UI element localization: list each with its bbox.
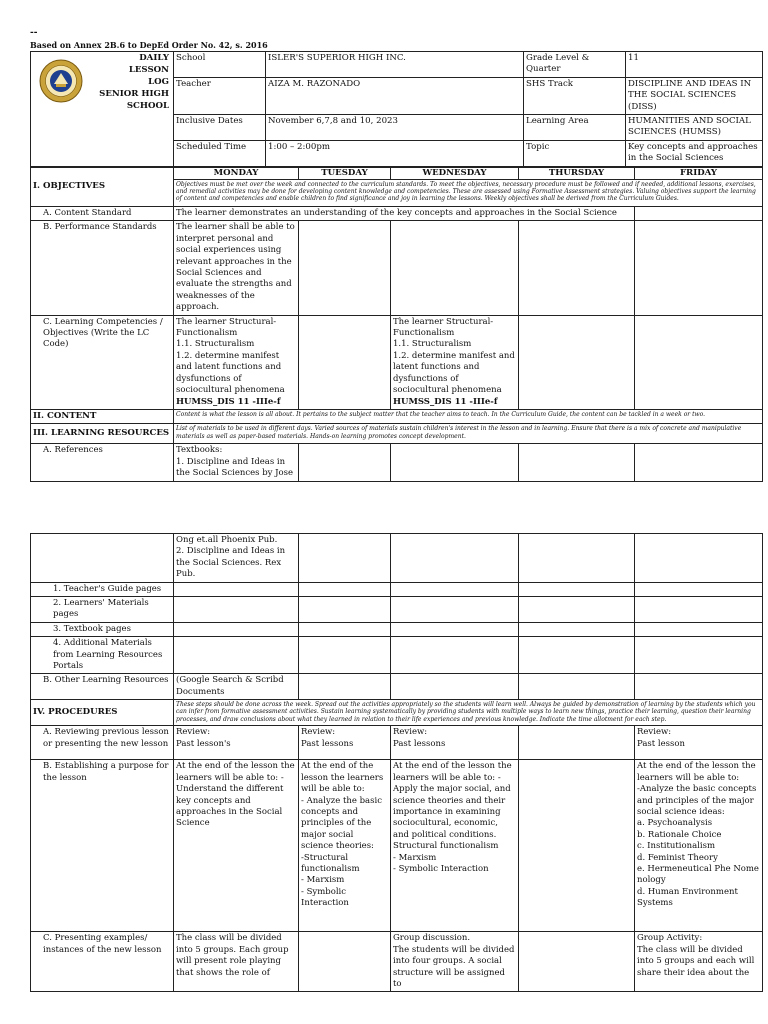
- learning-resources-heading: III. LEARNING RESOURCES: [31, 424, 174, 444]
- header-logo-cell: [31, 52, 174, 167]
- title-line: LESSON: [128, 65, 169, 75]
- content-note: Content is what the lesson is all about. It pertains to the subject matter that the teacher aims to teach. In the Curriculum Guide, the content can be tackled in a week or two.: [174, 409, 763, 423]
- title-line: SENIOR HIGH: [99, 89, 169, 99]
- empty-cell: [635, 315, 763, 409]
- empty-cell: [635, 674, 763, 700]
- empty-cell: [635, 582, 763, 596]
- empty-cell: [635, 622, 763, 636]
- day-friday: FRIDAY: [635, 168, 763, 180]
- empty-cell: [299, 622, 391, 636]
- references-label: A. References: [31, 444, 174, 481]
- procedure-c-monday: The class will be divided into 5 groups. Each group will present role playing that shows the role of: [174, 932, 299, 992]
- procedure-c-friday: Group Activity: The class will be divided into 5 groups and each will share their idea about the: [635, 932, 763, 992]
- dll-title: [99, 52, 169, 112]
- empty-cell: [519, 221, 635, 315]
- top-mark: --: [30, 28, 38, 38]
- teacher-label: Teacher: [174, 77, 266, 114]
- empty-cell: [391, 582, 519, 596]
- competencies-wednesday: [391, 315, 519, 409]
- empty-cell: [391, 637, 519, 674]
- competencies-text: The learner Structural-Functionalism 1.1. Structuralism 1.2. determine manifest and latent functions and dysfunctions of sociocultural phenomena: [176, 316, 285, 396]
- empty-cell: [519, 444, 635, 481]
- procedure-a-label: A. Reviewing previous lesson or presenting the new lesson: [31, 726, 174, 760]
- empty-cell: [519, 582, 635, 596]
- empty-cell: [391, 444, 519, 481]
- procedure-a-wednesday: Review: Past lessons: [391, 726, 519, 760]
- empty-cell: [31, 534, 174, 583]
- topic-value: Key concepts and approaches in the Social Sciences: [626, 140, 763, 166]
- empty-cell: [174, 622, 299, 636]
- empty-cell: [299, 315, 391, 409]
- grade-label: Grade Level & Quarter: [524, 52, 626, 78]
- empty-cell: [299, 674, 391, 700]
- empty-cell: [391, 534, 519, 583]
- other-resources-monday: (Google Search & Scribd Documents: [174, 674, 299, 700]
- objectives-note: Objectives must be met over the week and connected to the curriculum standards. To meet the objectives, necessary procedure must be followed and if needed, additional lessons, exercises, and remedial activities may be done for developing content knowledge and competencies. These are assessed using Formative Assessment strategies. Valuing objectives support the learning of content and competencies and enable children to find significance and joy in learning the lessons. Weekly objectives shall be derived from the Curriculum Guides.: [174, 180, 763, 207]
- empty-cell: [635, 534, 763, 583]
- area-label: Learning Area: [524, 115, 626, 141]
- time-label: Scheduled Time: [174, 140, 266, 166]
- empty-cell: [519, 637, 635, 674]
- procedure-c-wednesday: Group discussion. The students will be divided into four groups. A social structure will be assigned to: [391, 932, 519, 992]
- track-value: DISCIPLINE AND IDEAS IN THE SOCIAL SCIENCES (DISS): [626, 77, 763, 114]
- empty-cell: [174, 597, 299, 623]
- references-monday-continued: Ong et.all Phoenix Pub. 2. Discipline and Ideas in the Social Sciences. Rex Pub.: [174, 534, 299, 583]
- dates-value: November 6,7,8 and 10, 2023: [266, 115, 524, 141]
- other-resources-label: B. Other Learning Resources: [31, 674, 174, 700]
- learning-competencies-label: C. Learning Competencies / Objectives (Write the LC Code): [31, 315, 174, 409]
- objectives-heading: I. OBJECTIVES: [31, 168, 174, 207]
- day-tuesday: TUESDAY: [299, 168, 391, 180]
- school-value: ISLER'S SUPERIOR HIGH INC.: [266, 52, 524, 78]
- empty-cell: [519, 534, 635, 583]
- empty-cell: [174, 582, 299, 596]
- performance-standards-label: B. Performance Standards: [31, 221, 174, 315]
- empty-cell: [391, 597, 519, 623]
- empty-cell: [635, 637, 763, 674]
- procedure-a-friday: Review: Past lesson: [635, 726, 763, 760]
- empty-cell: [519, 726, 635, 760]
- time-value: 1:00 – 2:00pm: [266, 140, 524, 166]
- title-line: LOG: [148, 77, 169, 87]
- day-wednesday: WEDNESDAY: [391, 168, 519, 180]
- deped-order-basis: Based on Annex 2B.6 to DepEd Order No. 42, s. 2016: [30, 40, 268, 50]
- empty-cell: [391, 674, 519, 700]
- procedures-heading: IV. PROCEDURES: [31, 700, 174, 726]
- competency-code: HUMSS_DIS 11 -IIIe-f: [393, 396, 498, 407]
- empty-cell: [299, 637, 391, 674]
- grade-value: 11: [626, 52, 763, 78]
- content-heading: II. CONTENT: [31, 409, 174, 423]
- procedure-b-wednesday: At the end of the lesson the learners will be able to: -Apply the major social, and science theories and their importance in examining sociocultural, economic, and political conditions. Structural functionalism - Marxism - Symbolic Interaction: [391, 760, 519, 932]
- performance-monday: The learner shall be able to interpret personal and social experiences using relevant approaches in the Social Sciences and evaluate the strengths and weaknesses of the approach.: [174, 221, 299, 315]
- dates-label: Inclusive Dates: [174, 115, 266, 141]
- empty-cell: [174, 637, 299, 674]
- content-standard-label: A. Content Standard: [31, 207, 174, 221]
- day-thursday: THURSDAY: [519, 168, 635, 180]
- empty-cell: [635, 597, 763, 623]
- empty-cell: [519, 597, 635, 623]
- day-monday: MONDAY: [174, 168, 299, 180]
- procedure-b-tuesday: At the end of the lesson the learners will be able to: - Analyze the basic concepts and principles of the major social science theories: -Structural functionalism - Marxism - Symbolic Interaction: [299, 760, 391, 932]
- lesson-table-part2: [30, 533, 763, 992]
- area-value: HUMANITIES AND SOCIAL SCIENCES (HUMSS): [626, 115, 763, 141]
- textbook-pages-label: 3. Textbook pages: [31, 622, 174, 636]
- references-monday: Textbooks: 1. Discipline and Ideas in the Social Sciences by Jose: [174, 444, 299, 481]
- empty-cell: [519, 674, 635, 700]
- empty-cell: [299, 582, 391, 596]
- header-table: [30, 51, 763, 167]
- procedure-a-tuesday: Review: Past lessons: [299, 726, 391, 760]
- empty-cell: [519, 622, 635, 636]
- title-line: DAILY: [139, 53, 169, 63]
- school-seal-icon: [39, 59, 83, 103]
- competencies-monday: [174, 315, 299, 409]
- empty-cell: [519, 932, 635, 992]
- procedure-b-label: B. Establishing a purpose for the lesson: [31, 760, 174, 932]
- competency-code: HUMSS_DIS 11 -IIIe-f: [176, 396, 281, 407]
- learners-materials-label: 2. Learners' Materials pages: [31, 597, 174, 623]
- empty-cell: [519, 760, 635, 932]
- empty-cell: [299, 221, 391, 315]
- empty-cell: [635, 221, 763, 315]
- teachers-guide-label: 1. Teacher's Guide pages: [31, 582, 174, 596]
- lesson-table-part1: [30, 167, 763, 482]
- track-label: SHS Track: [524, 77, 626, 114]
- empty-cell: [391, 221, 519, 315]
- empty-cell: [299, 597, 391, 623]
- empty-cell: [299, 444, 391, 481]
- topic-label: Topic: [524, 140, 626, 166]
- empty-cell: [635, 444, 763, 481]
- empty-cell: [635, 207, 763, 221]
- empty-cell: [519, 315, 635, 409]
- competencies-text: The learner Structural-Functionalism 1.1. Structuralism 1.2. determine manifest and latent functions and dysfunctions of sociocultural phenomena: [393, 316, 515, 396]
- school-label: School: [174, 52, 266, 78]
- content-standard-value: The learner demonstrates an understanding of the key concepts and approaches in the Social Science: [174, 207, 635, 221]
- procedure-a-monday: Review: Past lesson's: [174, 726, 299, 760]
- procedure-c-label: C. Presenting examples/ instances of the new lesson: [31, 932, 174, 992]
- teacher-value: AIZA M. RAZONADO: [266, 77, 524, 114]
- procedure-b-monday: At the end of the lesson the learners will be able to: - Understand the different key concepts and approaches in the Social Science: [174, 760, 299, 932]
- empty-cell: [299, 932, 391, 992]
- procedures-note: These steps should be done across the week. Spread out the activities appropriately so the students will learn well. Always be guided by demonstration of learning by the students which you can infer from formative assessment activities. Sustain learning systematically by providing students with multiple ways to learn new things, practice their learning, question their learning processes, and draw conclusions about what they learned in relation to their life experiences and previous knowledge. Indicate the time allotment for each step.: [174, 700, 763, 726]
- learning-resources-note: List of materials to be used in different days. Varied sources of materials sustain children's interest in the lesson and in learning. Ensure that there is a mix of concrete and manipulative materials as well as paper-based materials. Hands-on learning promotes concept development.: [174, 424, 763, 444]
- empty-cell: [299, 534, 391, 583]
- procedure-b-friday: At the end of the lesson the learners will be able to: -Analyze the basic concepts and principles of the major social science ideas: a. Psychoanalysis b. Rationale Choice c. Institutionalism d. Feminist Theory e. Hermeneutical Phe Nome nology d. Human Environment Systems: [635, 760, 763, 932]
- additional-materials-label: 4. Additional Materials from Learning Resources Portals: [31, 637, 174, 674]
- empty-cell: [391, 622, 519, 636]
- title-line: SCHOOL: [126, 101, 169, 111]
